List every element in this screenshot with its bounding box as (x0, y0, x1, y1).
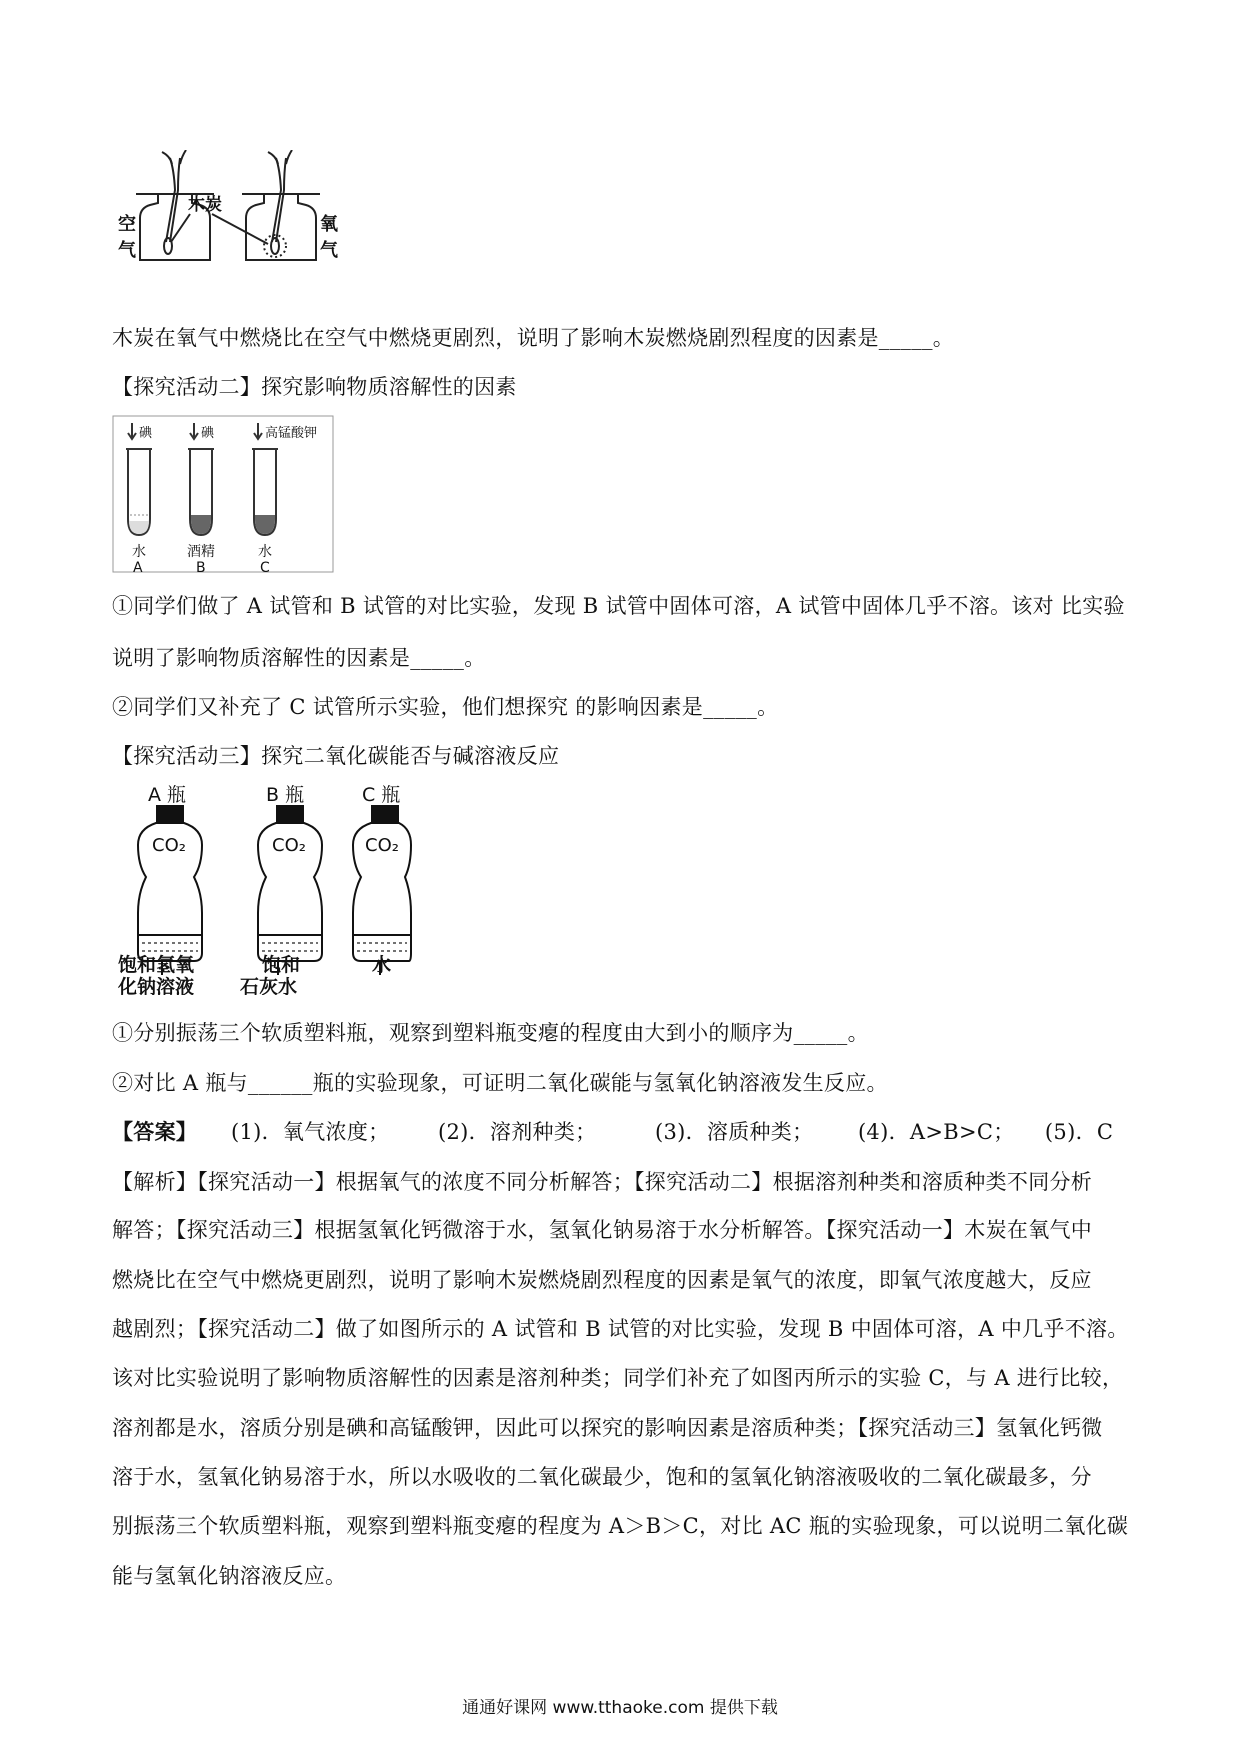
question-2-2: ②同学们又补充了 C 试管所示实验，他们想探究 的影响因素是_____。 (112, 695, 779, 719)
co2-bottles-figure (112, 785, 412, 995)
tube-c-letter: C (260, 560, 270, 573)
answer-item-3: (3)．溶质种类； (654, 1120, 814, 1144)
answer-item-5: (5)．C (1044, 1120, 1114, 1144)
tube-b-letter: B (196, 560, 206, 573)
analysis-line-7: 溶于水，氢氧化钠易溶于水，所以水吸收的二氧化碳最少，饱和的氢氧化钠溶液吸收的二氧化碳最多，分 (112, 1465, 1092, 1489)
label-charcoal: 木炭 (188, 195, 222, 215)
question-2-1-line-1: ①同学们做了 A 试管和 B 试管的对比实验，发现 B 试管中固体可溶，A 试管中固体几乎不溶。该对 比实验 (112, 594, 1125, 618)
activity-3-title: 【探究活动三】探究二氧化碳能否与碱溶液反应 (112, 744, 560, 768)
bottle-a-label: A 瓶 (148, 785, 187, 806)
answer-label: 【答案】 (112, 1119, 198, 1144)
tube-b-solvent: 酒精 (187, 544, 215, 560)
bottle-b-label: B 瓶 (266, 785, 305, 806)
question-2-1-line-2: 说明了影响物质溶解性的因素是_____。 (112, 646, 486, 670)
analysis-line-8: 别振荡三个软质塑料瓶，观察到塑料瓶变瘪的程度为 A＞B＞C，对比 AC 瓶的实验现象，可以说明二氧化碳 (112, 1514, 1129, 1538)
label-air-1: 空 (118, 214, 136, 235)
answer-item-4: (4)．A>B>C； (857, 1120, 1015, 1144)
page-footer: 通通好课网 www.tthaoke.com 提供下载 (462, 1698, 778, 1718)
liquid-b-label-1: 饱和 (262, 954, 301, 976)
question-activity-1: 木炭在氧气中燃烧比在空气中燃烧更剧烈，说明了影响木炭燃烧剧烈程度的因素是_____。 (112, 326, 955, 350)
tube-c-reagent: 高锰酸钾 (265, 426, 318, 441)
answer-line (112, 1117, 1113, 1147)
liquid-b-label-2: 石灰水 (240, 976, 298, 995)
analysis-line-9: 能与氢氧化钠溶液反应。 (112, 1564, 347, 1588)
test-tubes-figure (112, 415, 334, 573)
tube-c-solvent: 水 (258, 544, 272, 560)
liquid-c-label: 水 (372, 954, 392, 976)
analysis-line-1: 【解析】【探究活动一】根据氧气的浓度不同分析解答；【探究活动二】根据溶剂种类和溶质种类不同分析 (112, 1170, 1093, 1194)
question-3-1: ①分别振荡三个软质塑料瓶，观察到塑料瓶变瘪的程度由大到小的顺序为_____。 (112, 1021, 869, 1045)
label-oxygen-2: 气 (320, 240, 338, 261)
bottle-c-label: C 瓶 (362, 785, 401, 806)
bottle-a-gas: CO₂ (152, 835, 186, 856)
question-3-2: ②对比 A 瓶与______瓶的实验现象，可证明二氧化碳能与氢氧化钠溶液发生反应。 (112, 1071, 888, 1095)
answer-item-1: (1)．氧气浓度； (230, 1120, 390, 1144)
liquid-a-label-2: 化钠溶液 (118, 976, 195, 995)
analysis-line-2: 解答；【探究活动三】根据氢氧化钙微溶于水，氢氧化钠易溶于水分析解答。【探究活动一】木炭在氧气中 (112, 1218, 1093, 1242)
tube-a-letter: A (133, 560, 143, 573)
label-air-2: 气 (118, 240, 136, 261)
bottle-c-gas: CO₂ (365, 835, 399, 856)
analysis-line-4: 越剧烈；【探究活动二】做了如图所示的 A 试管和 B 试管的对比实验，发现 B 中固体可溶，A 中几乎不溶。 (112, 1317, 1129, 1341)
analysis-line-3: 燃烧比在空气中燃烧更剧烈，说明了影响木炭燃烧剧烈程度的因素是氧气的浓度，即氧气浓度越大，反应 (112, 1268, 1092, 1292)
tube-b-reagent: 碘 (201, 426, 215, 441)
answer-item-2: (2)．溶剂种类； (437, 1120, 597, 1144)
analysis-line-6: 溶剂都是水，溶质分别是碘和高锰酸钾，因此可以探究的影响因素是溶质种类；【探究活动三】氢氧化钙微 (112, 1416, 1103, 1440)
liquid-a-label-1: 饱和氢氧 (118, 954, 195, 976)
charcoal-burning-figure (118, 150, 338, 295)
tube-a-reagent: 碘 (139, 426, 153, 441)
analysis-line-5: 该对比实验说明了影响物质溶解性的因素是溶剂种类；同学们补充了如图丙所示的实验 C，与 A 进行比较， (112, 1366, 1124, 1390)
activity-2-title: 【探究活动二】探究影响物质溶解性的因素 (112, 375, 517, 399)
label-oxygen-1: 氧 (320, 214, 338, 235)
bottle-b-gas: CO₂ (272, 835, 306, 856)
tube-a-solvent: 水 (132, 544, 146, 560)
